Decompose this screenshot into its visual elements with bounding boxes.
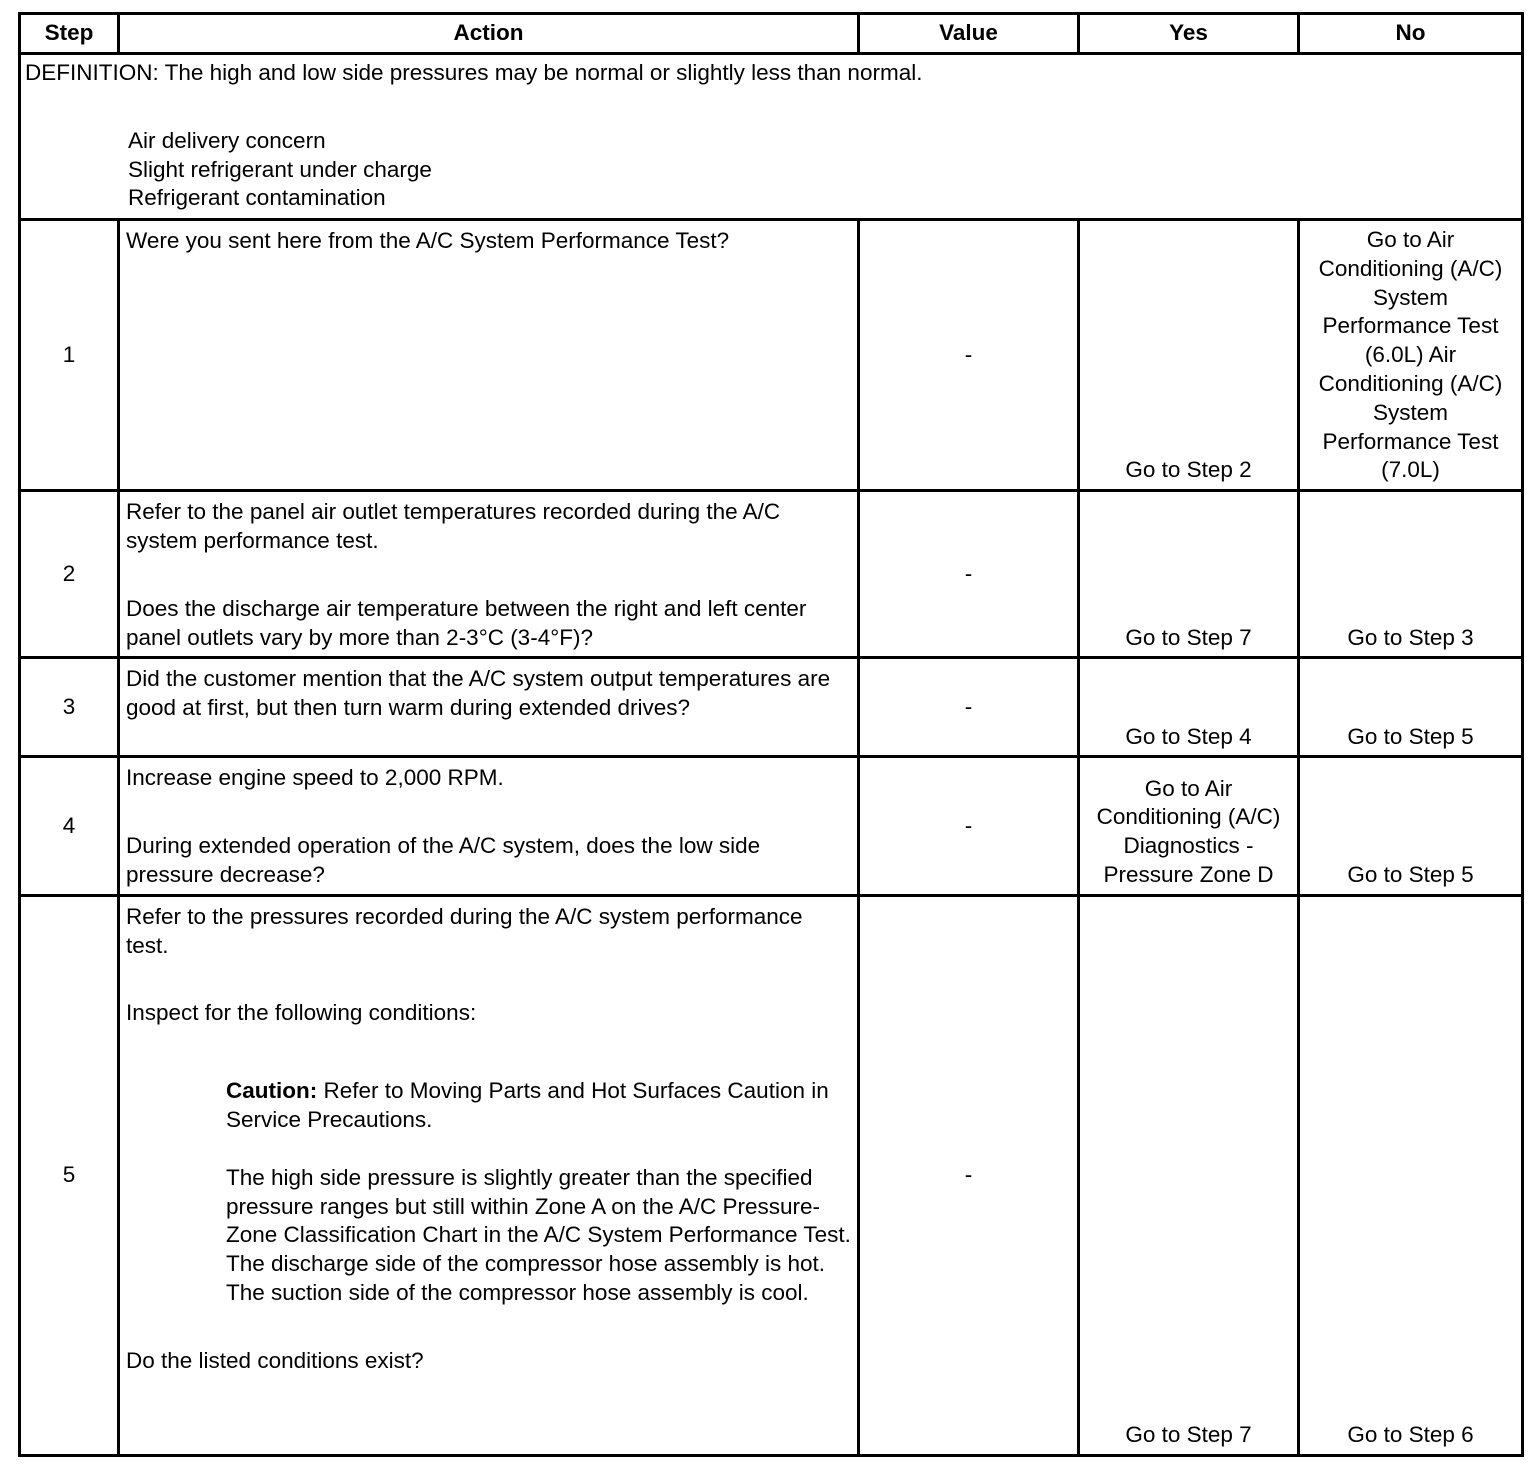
paragraph-gap [126,793,851,832]
definition-list [25,127,1517,213]
condition-item: The high side pressure is slightly greater than the specified pressure ranges but still within Zone A on the A/C Pressure-Zone Classification Chart in the A/C System Performance Test. [226,1164,851,1248]
step-number: 5 [20,895,119,1455]
table-row-step-5 [20,895,1523,1455]
action-cell [119,895,859,1455]
value-cell: - [859,895,1079,1455]
header-no: No [1299,14,1523,54]
action-paragraph: Refer to the pressures recorded during the A/C system performance test. [126,903,803,958]
condition-item: The discharge side of the compressor hose assembly is hot. [226,1251,826,1277]
action-cell [119,757,859,895]
header-value: Value [859,14,1079,54]
no-line: (6.0L) Air [1364,342,1457,368]
table-row-step-4 [20,757,1523,895]
value-cell: - [859,658,1079,757]
header-yes: Yes [1079,14,1299,54]
action-text: Did the customer mention that the A/C system output temperatures are good at first, but then turn warm during extended drives? [126,666,831,721]
yes-cell [1079,757,1299,895]
condition-item: The suction side of the compressor hose assembly is cool. [226,1279,809,1305]
action-paragraph: During extended operation of the A/C system, does the low side pressure decrease? [126,833,761,887]
header-step: Step [20,14,119,54]
yes-line: Go to Air [1144,775,1233,801]
action-cell [119,491,859,658]
action-paragraph: Inspect for the following conditions: [126,1000,477,1026]
no-cell: Go to Step 3 [1299,491,1523,658]
table-row-step-1 [20,220,1523,491]
action-question: Do the listed conditions exist? [126,1347,424,1373]
no-line: Performance Test [1322,428,1499,454]
header-action: Action [119,14,859,54]
conditions-list [126,1164,851,1308]
caution-block [126,1077,851,1135]
paragraph-gap [126,1135,851,1164]
diagnostic-table-page [18,12,1521,1457]
action-paragraph: Does the discharge air temperature between the right and left center panel outlets vary by more than 2-3°C (3-4°F)? [126,595,807,650]
no-line: System [1372,284,1448,310]
definition-item: Slight refrigerant under charge [128,156,432,182]
step-number: 3 [20,658,119,757]
no-line: Go to Air [1366,227,1455,252]
paragraph-gap [126,1308,851,1347]
paragraph-gap [126,556,851,595]
value-cell: - [859,757,1079,895]
paragraph-gap [126,1028,851,1067]
definition-item: Refrigerant contamination [128,185,386,211]
step-number: 4 [20,757,119,895]
caution-text: Refer to Moving Parts and Hot Surfaces Caution in Service Precautions. [226,1078,829,1132]
step-number: 1 [20,220,119,491]
no-line: System [1372,399,1448,425]
yes-cell: Go to Step 2 [1079,220,1299,491]
value-cell: - [859,491,1079,658]
yes-line: Diagnostics - [1123,833,1254,859]
diagnostic-table [18,12,1524,1457]
table-row-step-3 [20,658,1523,757]
definition-cell [20,54,1523,220]
table-row-step-2 [20,491,1523,658]
yes-line: Conditioning (A/C) [1096,804,1281,830]
no-cell: Go to Step 5 [1299,658,1523,757]
definition-item: Air delivery concern [128,127,326,153]
value-cell: - [859,220,1079,491]
no-line: (7.0L) [1381,457,1440,483]
action-paragraph: Increase engine speed to 2,000 RPM. [126,765,504,791]
yes-cell: Go to Step 4 [1079,658,1299,757]
action-paragraph: Refer to the panel air outlet temperatures recorded during the A/C system performance test. [126,499,781,553]
action-cell [119,220,859,491]
paragraph-gap [126,960,851,999]
definition-text: DEFINITION: The high and low side pressures may be normal or slightly less than normal. [25,60,923,85]
paragraph-gap [126,1067,851,1077]
action-cell [119,658,859,757]
no-line: Conditioning (A/C) [1318,255,1503,281]
action-text: Were you sent here from the A/C System Performance Test? [126,228,730,253]
header-row [20,14,1523,54]
yes-cell: Go to Step 7 [1079,491,1299,658]
definition-row [20,54,1523,220]
no-line: Performance Test [1322,313,1499,339]
no-cell: Go to Step 6 [1299,895,1523,1455]
no-cell: Go to Step 5 [1299,757,1523,895]
step-number: 2 [20,491,119,658]
yes-cell: Go to Step 7 [1079,895,1299,1455]
caution-label: Caution: [226,1078,318,1104]
no-line: Conditioning (A/C) [1318,370,1503,396]
yes-line: Pressure Zone D [1103,861,1274,887]
no-cell [1299,220,1523,491]
